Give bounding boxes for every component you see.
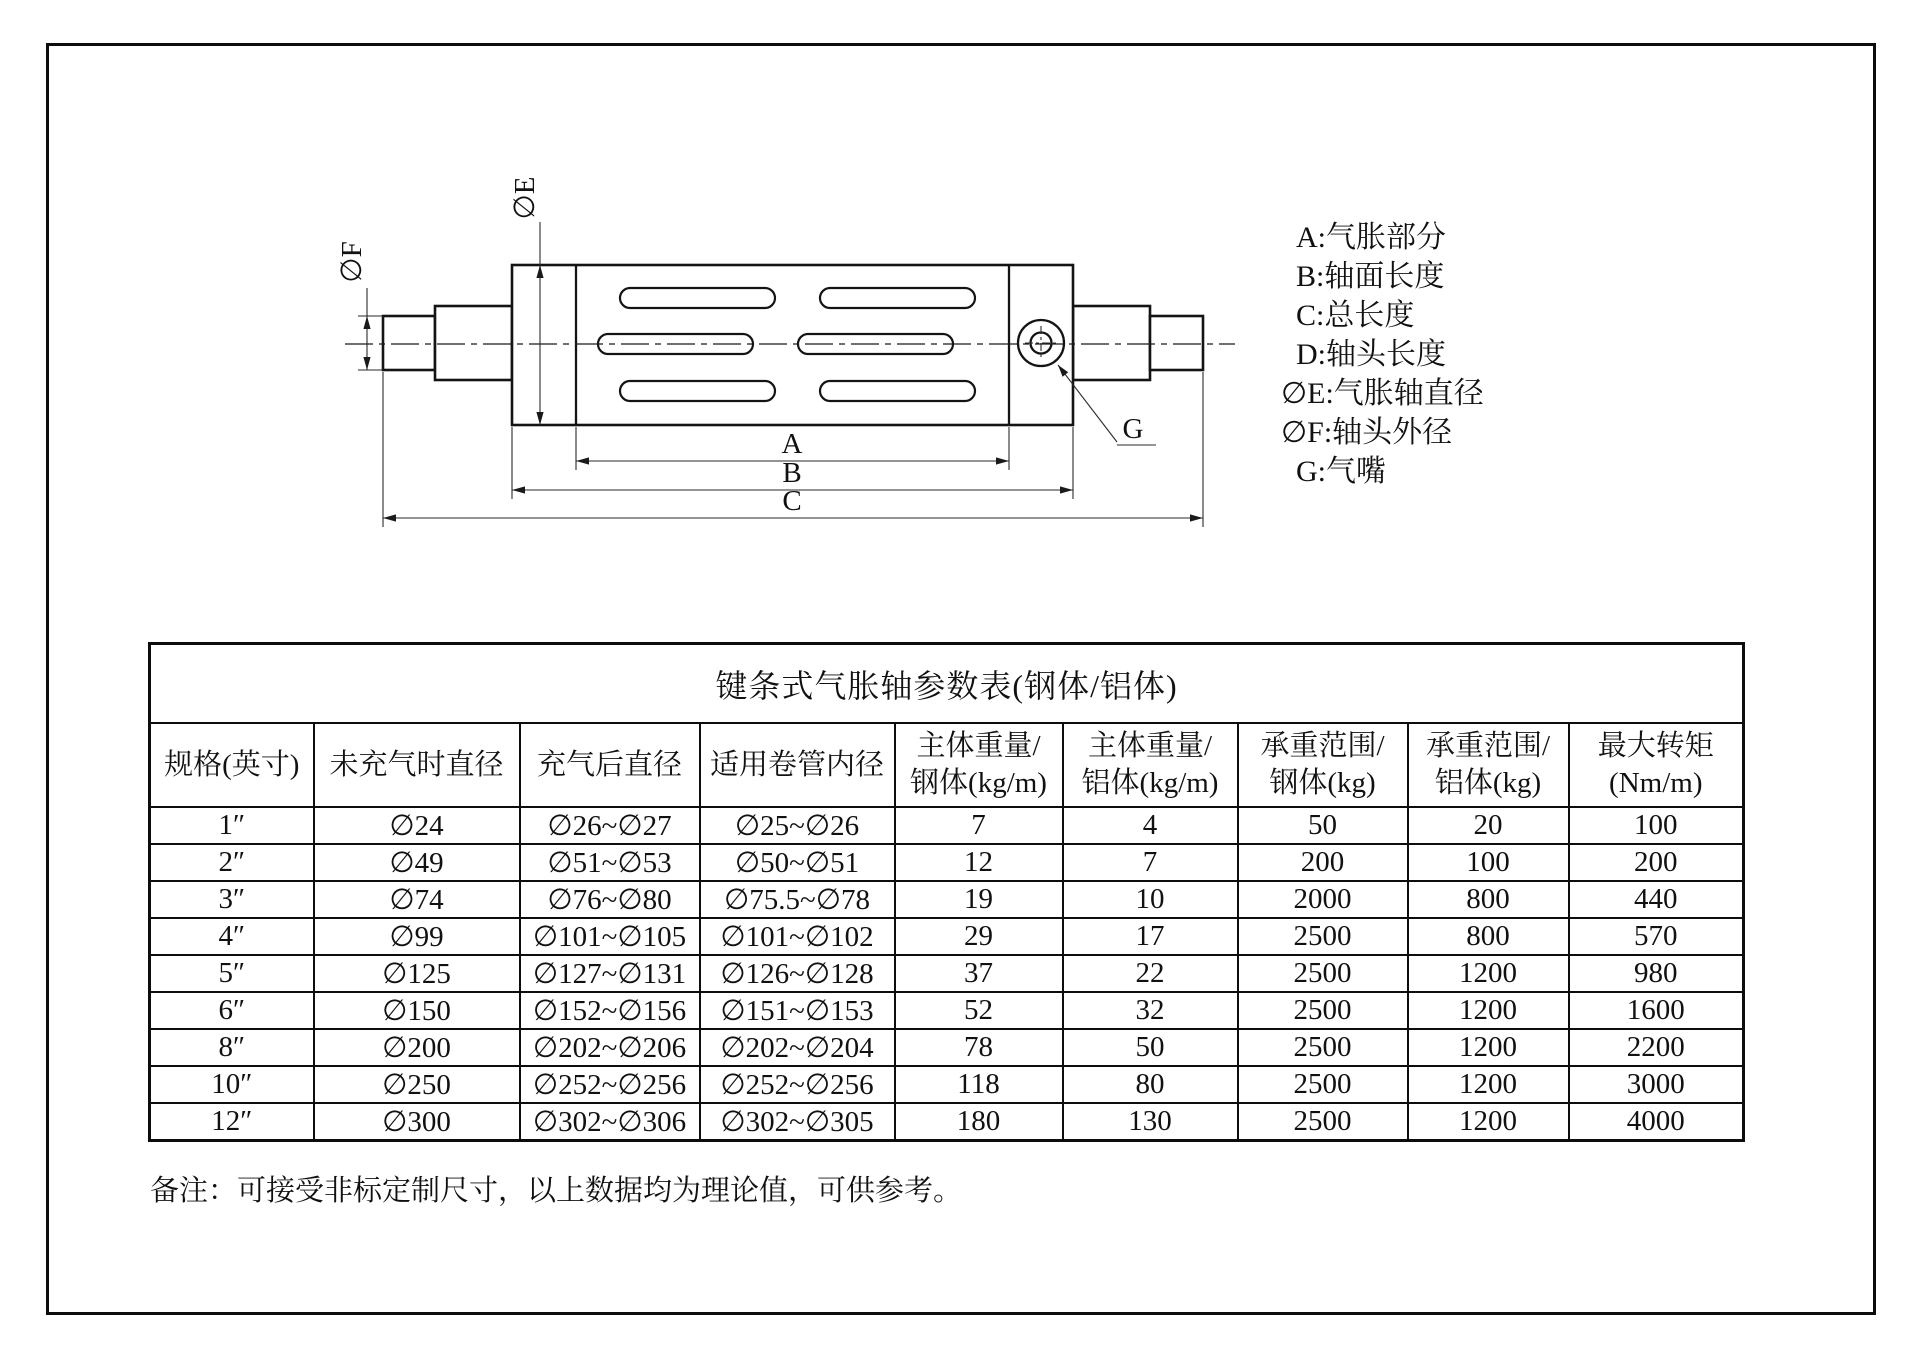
dim-label-e: ∅E xyxy=(509,176,541,220)
table-cell: ∅151~∅153 xyxy=(700,992,895,1029)
table-row xyxy=(150,807,1744,844)
table-cell: 2500 xyxy=(1238,955,1408,992)
table-cell: 200 xyxy=(1238,844,1408,881)
table-cell: 5″ xyxy=(150,955,314,992)
table-cell: 1200 xyxy=(1408,1029,1569,1066)
table-cell: 2500 xyxy=(1238,1103,1408,1141)
header-line: 未充气时直径 xyxy=(329,748,504,781)
table-cell: 4000 xyxy=(1569,1103,1744,1141)
header-line: 承重范围/ xyxy=(1425,730,1551,762)
table-cell: 980 xyxy=(1569,955,1744,992)
header-line: 铝体(kg) xyxy=(1434,767,1542,799)
dim-arrow xyxy=(512,486,525,493)
table-cell: 2″ xyxy=(150,844,314,881)
table-cell: 6″ xyxy=(150,992,314,1029)
table-row xyxy=(150,992,1744,1029)
right-step xyxy=(1073,306,1150,380)
table-cell: 800 xyxy=(1408,881,1569,918)
table-cell: ∅202~∅206 xyxy=(520,1029,700,1066)
header-line: (Nm/m) xyxy=(1609,767,1703,799)
dim-label-c: C xyxy=(782,485,802,517)
table-cell: ∅99 xyxy=(314,918,520,955)
table-cell: 32 xyxy=(1063,992,1238,1029)
dim-label-b: B xyxy=(782,457,802,489)
table-header-row xyxy=(150,723,1744,807)
dim-label-a: A xyxy=(781,428,803,460)
table-cell: ∅152~∅156 xyxy=(520,992,700,1029)
table-cell: 10 xyxy=(1063,881,1238,918)
key-slot xyxy=(620,288,775,308)
column-header xyxy=(1063,723,1238,807)
dim-arrow xyxy=(576,457,589,464)
table-row xyxy=(150,881,1744,918)
table-cell: 100 xyxy=(1569,807,1744,844)
header-line: 主体重量/ xyxy=(916,730,1041,762)
dim-label-f: ∅F xyxy=(336,241,368,283)
column-header xyxy=(1238,723,1408,807)
header-line: 最大转矩 xyxy=(1597,730,1714,762)
table-cell: 3000 xyxy=(1569,1066,1744,1103)
dimension-legend xyxy=(1281,218,1484,491)
dim-arrow xyxy=(1060,486,1073,493)
table-row xyxy=(150,1103,1744,1141)
table-cell: 1200 xyxy=(1408,1103,1569,1141)
table-cell: 2200 xyxy=(1569,1029,1744,1066)
dim-f xyxy=(336,241,383,370)
header-line: 主体重量/ xyxy=(1087,730,1213,762)
table-cell: 800 xyxy=(1408,918,1569,955)
legend-item: ∅F:轴头外径 xyxy=(1281,416,1453,449)
header-line: 适用卷管内径 xyxy=(709,748,884,781)
dim-arrow xyxy=(363,316,370,329)
table-cell: ∅74 xyxy=(314,881,520,918)
table-cell: ∅126~∅128 xyxy=(700,955,895,992)
table-cell: 37 xyxy=(895,955,1063,992)
table-cell: ∅51~∅53 xyxy=(520,844,700,881)
table-cell: 52 xyxy=(895,992,1063,1029)
header-line: 钢体(kg) xyxy=(1269,767,1376,799)
table-cell: 4″ xyxy=(150,918,314,955)
dim-arrow xyxy=(996,457,1009,464)
table-cell: 3″ xyxy=(150,881,314,918)
left-step xyxy=(435,306,512,380)
table-cell: ∅25~∅26 xyxy=(700,807,895,844)
header-line: 承重范围/ xyxy=(1260,730,1385,762)
table-row xyxy=(150,844,1744,881)
legend-item: ∅E:气胀轴直径 xyxy=(1281,377,1484,410)
table-cell: ∅252~∅256 xyxy=(520,1066,700,1103)
table-cell: 2500 xyxy=(1238,918,1408,955)
table-cell: 1600 xyxy=(1569,992,1744,1029)
table-cell: 130 xyxy=(1063,1103,1238,1141)
table-cell: 20 xyxy=(1408,807,1569,844)
table-row xyxy=(150,1066,1744,1103)
table-cell: 1200 xyxy=(1408,955,1569,992)
table-cell: ∅49 xyxy=(314,844,520,881)
table-cell: 118 xyxy=(895,1066,1063,1103)
table-cell: ∅300 xyxy=(314,1103,520,1141)
header-line: 规格(英寸) xyxy=(164,748,300,781)
table-cell: 17 xyxy=(1063,918,1238,955)
table-cell: ∅101~∅105 xyxy=(520,918,700,955)
footnote: 备注：可接受非标定制尺寸，以上数据均为理论值，可供参考。 xyxy=(150,1175,963,1207)
table-cell: ∅127~∅131 xyxy=(520,955,700,992)
table-cell: 50 xyxy=(1238,807,1408,844)
table-cell: 100 xyxy=(1408,844,1569,881)
header-line: 铝体(kg/m) xyxy=(1081,767,1219,799)
table-cell: 78 xyxy=(895,1029,1063,1066)
left-journal xyxy=(383,316,435,370)
column-header xyxy=(1408,723,1569,807)
table-cell: 2500 xyxy=(1238,1066,1408,1103)
table-cell: 1200 xyxy=(1408,992,1569,1029)
dim-arrow xyxy=(383,514,396,521)
table-cell: 1″ xyxy=(150,807,314,844)
table-cell: ∅150 xyxy=(314,992,520,1029)
table-cell: ∅252~∅256 xyxy=(700,1066,895,1103)
table-title-row xyxy=(150,644,1744,724)
column-header xyxy=(520,723,700,807)
legend-item: C:总长度 xyxy=(1296,299,1415,332)
table-cell: ∅302~∅305 xyxy=(700,1103,895,1141)
key-slot xyxy=(820,288,975,308)
table-cell: ∅302~∅306 xyxy=(520,1103,700,1141)
key-slot xyxy=(820,381,975,401)
table-cell: 10″ xyxy=(150,1066,314,1103)
legend-item: G:气嘴 xyxy=(1296,455,1386,488)
table-cell: 2500 xyxy=(1238,1029,1408,1066)
table-cell: ∅200 xyxy=(314,1029,520,1066)
legend-item: D:轴头长度 xyxy=(1296,338,1446,371)
shaft-body xyxy=(512,265,1073,425)
table-cell: 29 xyxy=(895,918,1063,955)
table-cell: 570 xyxy=(1569,918,1744,955)
table-cell: ∅50~∅51 xyxy=(700,844,895,881)
table-cell: 4 xyxy=(1063,807,1238,844)
right-journal xyxy=(1150,316,1203,370)
table-row xyxy=(150,955,1744,992)
table-cell: 7 xyxy=(1063,844,1238,881)
table-cell: 19 xyxy=(895,881,1063,918)
header-line: 钢体(kg/m) xyxy=(910,767,1047,799)
header-line: 充气后直径 xyxy=(536,748,682,781)
table-title: 键条式气胀轴参数表(钢体/铝体) xyxy=(150,644,1744,724)
shaft-technical-drawing xyxy=(270,150,1270,570)
parameter-table xyxy=(148,642,1745,1142)
table-cell: 2500 xyxy=(1238,992,1408,1029)
table-cell: 50 xyxy=(1063,1029,1238,1066)
column-header xyxy=(1569,723,1744,807)
table-cell: ∅75.5~∅78 xyxy=(700,881,895,918)
key-slot xyxy=(620,381,775,401)
column-header xyxy=(150,723,314,807)
column-header xyxy=(895,723,1063,807)
table-cell: 7 xyxy=(895,807,1063,844)
table-cell: ∅24 xyxy=(314,807,520,844)
table-cell: ∅250 xyxy=(314,1066,520,1103)
table-cell: 1200 xyxy=(1408,1066,1569,1103)
table-row xyxy=(150,1029,1744,1066)
dim-label-g: G xyxy=(1122,413,1144,445)
table-cell: 22 xyxy=(1063,955,1238,992)
legend-item: B:轴面长度 xyxy=(1296,260,1445,293)
table-cell: 2000 xyxy=(1238,881,1408,918)
table-cell: ∅125 xyxy=(314,955,520,992)
table-cell: 8″ xyxy=(150,1029,314,1066)
table-cell: ∅101~∅102 xyxy=(700,918,895,955)
table-cell: 180 xyxy=(895,1103,1063,1141)
table-cell: ∅76~∅80 xyxy=(520,881,700,918)
table-row xyxy=(150,918,1744,955)
column-header xyxy=(314,723,520,807)
table-cell: ∅202~∅204 xyxy=(700,1029,895,1066)
table-cell: ∅26~∅27 xyxy=(520,807,700,844)
column-header xyxy=(700,723,895,807)
table-cell: 12″ xyxy=(150,1103,314,1141)
dim-arrow xyxy=(363,357,370,370)
table-cell: 12 xyxy=(895,844,1063,881)
legend-item: A:气胀部分 xyxy=(1296,221,1446,254)
table-cell: 80 xyxy=(1063,1066,1238,1103)
table-cell: 440 xyxy=(1569,881,1744,918)
dim-arrow xyxy=(1190,514,1203,521)
table-cell: 200 xyxy=(1569,844,1744,881)
